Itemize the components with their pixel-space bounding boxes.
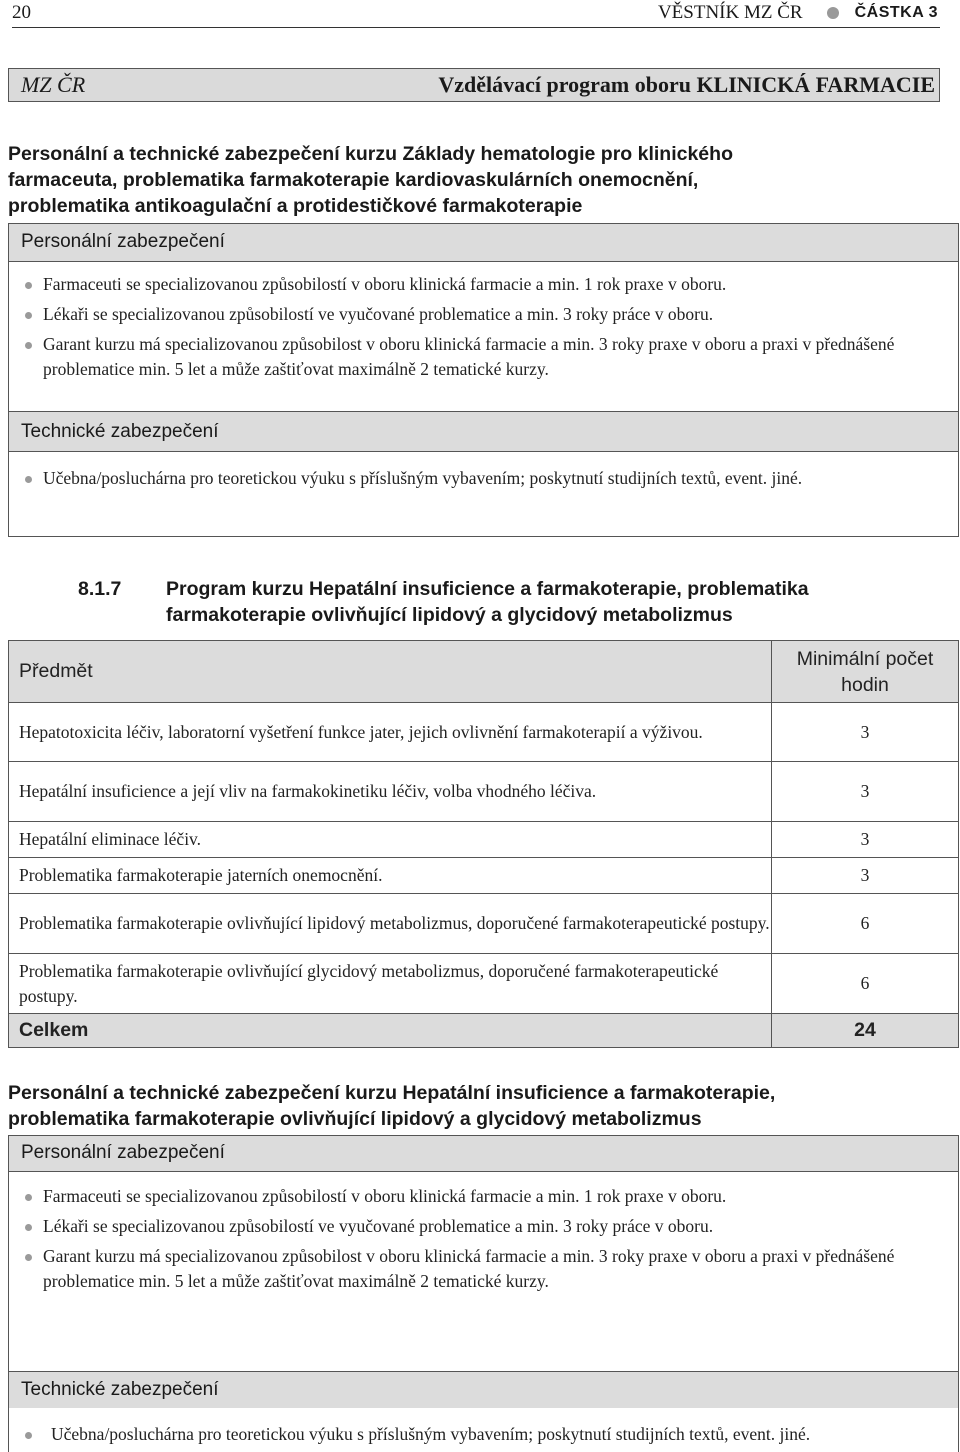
section2-staffing-box — [8, 1135, 959, 1452]
technical-staffing-list — [9, 466, 958, 491]
table-header-row — [9, 641, 959, 703]
section1-heading — [8, 141, 733, 219]
row-subject: Problematika farmakoterapie ovlivňující glycidový metabolizmus, doporučené farmakoterapeutické postupy. — [9, 954, 772, 1014]
publisher-label: MZ ČR — [21, 72, 86, 97]
table-row — [9, 703, 959, 762]
personal-staffing-body — [9, 1172, 958, 1372]
list-item: Učebna/posluchárna pro teoretickou výuku s příslušným vybavením; poskytnutí studijních textů, event. jiné. — [9, 466, 958, 491]
technical-staffing-body — [9, 1408, 958, 1447]
column-header-hours: Minimální počet hodin — [772, 641, 959, 703]
list-item: Lékaři se specializovanou způsobilostí ve vyučované problematice a min. 3 roky práce v oboru. — [9, 302, 958, 327]
list-item: Garant kurzu má specializovanou způsobilost v oboru klinická farmacie a min. 3 roky praxe v oboru a praxi v přednášené problematice min. 5 let a může zaštiťovat maximálně 2 tematické kurzy. — [9, 1244, 958, 1294]
list-item: Farmaceuti se specializovanou způsobilostí v oboru klinická farmacie a min. 1 rok praxe v oboru. — [9, 272, 958, 297]
heading-line: farmaceuta, problematika farmakoterapie kardiovaskulárních onemocnění, — [8, 169, 699, 191]
heading-line: Personální a technické zabezpečení kurzu Hepatální insuficience a farmakoterapie, — [8, 1082, 776, 1104]
row-hours: 6 — [772, 894, 959, 954]
heading-line: farmakoterapie ovlivňující lipidový a glycidový metabolizmus — [166, 604, 733, 626]
row-hours: 3 — [772, 858, 959, 894]
table-row — [9, 894, 959, 954]
list-item: Farmaceuti se specializovanou způsobilostí v oboru klinická farmacie a min. 1 rok praxe v oboru. — [9, 1184, 958, 1209]
program-table — [8, 640, 959, 1048]
table-row — [9, 954, 959, 1014]
heading-line: Personální a technické zabezpečení kurzu Základy hematologie pro klinického — [8, 143, 733, 165]
row-hours: 3 — [772, 762, 959, 822]
heading-line: problematika antikoagulační a protidestičkové farmakoterapie — [8, 195, 583, 217]
row-subject: Hepatální insuficience a její vliv na farmakokinetiku léčiv, volba vhodného léčiva. — [9, 762, 772, 822]
program-number: 8.1.7 — [78, 578, 122, 600]
heading-line: problematika farmakoterapie ovlivňující lipidový a glycidový metabolizmus — [8, 1108, 702, 1130]
bullet-dot-icon — [827, 7, 839, 19]
technical-staffing-title: Technické zabezpečení — [9, 412, 958, 452]
technical-staffing-body — [9, 452, 958, 491]
row-subject: Problematika farmakoterapie jaterních onemocnění. — [9, 858, 772, 894]
row-subject: Problematika farmakoterapie ovlivňující lipidový metabolizmus, doporučené farmakoterapeutické postupy. — [9, 894, 772, 954]
section1-staffing-box — [8, 223, 959, 537]
issue-part: ČÁSTKA 3 — [854, 4, 938, 21]
personal-staffing-body — [9, 262, 958, 412]
section2-heading — [8, 1080, 775, 1132]
page-number: 20 — [12, 2, 31, 23]
program-heading — [166, 576, 809, 628]
technical-staffing-title: Technické zabezpečení — [9, 1372, 958, 1408]
table-total-row — [9, 1014, 959, 1048]
list-item: Garant kurzu má specializovanou způsobilost v oboru klinická farmacie a min. 3 roky praxe v oboru a praxi v přednášené problematice min. 5 let a může zaštiťovat maximálně 2 tematické kurzy. — [9, 332, 958, 382]
personal-staffing-title: Personální zabezpečení — [9, 224, 958, 262]
row-hours: 3 — [772, 822, 959, 858]
row-subject: Hepatální eliminace léčiv. — [9, 822, 772, 858]
header-rule — [12, 27, 940, 28]
personal-staffing-title: Personální zabezpečení — [9, 1136, 958, 1172]
total-value: 24 — [772, 1014, 959, 1048]
list-item: Učebna/posluchárna pro teoretickou výuku s příslušným vybavením; poskytnutí studijních textů, event. jiné. — [9, 1422, 958, 1447]
program-title: Vzdělávací program oboru KLINICKÁ FARMACIE — [438, 72, 935, 97]
personal-staffing-list — [9, 272, 958, 382]
journal-name: VĚSTNÍK MZ ČR — [657, 2, 803, 23]
row-hours: 6 — [772, 954, 959, 1014]
table-row — [9, 822, 959, 858]
column-header-subject: Předmět — [9, 641, 772, 703]
table-row — [9, 762, 959, 822]
list-item: Lékaři se specializovanou způsobilostí ve vyučované problematice a min. 3 roky práce v oboru. — [9, 1214, 958, 1239]
row-subject: Hepatotoxicita léčiv, laboratorní vyšetření funkce jater, jejich ovlivnění farmakoterapií a výživou. — [9, 703, 772, 762]
heading-line: Program kurzu Hepatální insuficience a farmakoterapie, problematika — [166, 578, 809, 600]
personal-staffing-list — [9, 1184, 958, 1294]
row-hours: 3 — [772, 703, 959, 762]
table-row — [9, 858, 959, 894]
running-header — [658, 2, 938, 24]
technical-staffing-list — [9, 1422, 958, 1447]
document-title-bar — [8, 68, 940, 102]
total-label: Celkem — [9, 1014, 772, 1048]
